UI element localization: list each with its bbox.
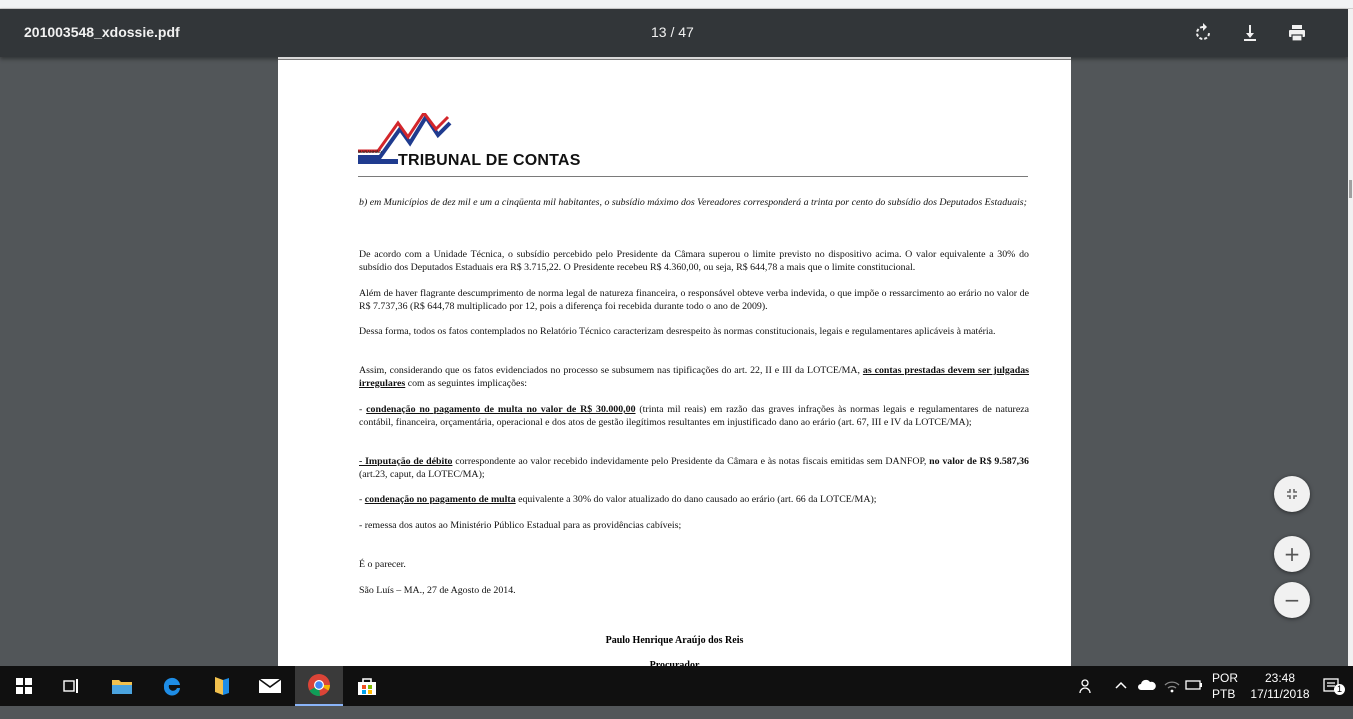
download-icon[interactable] [1238, 21, 1262, 45]
clock-date: 17/11/2018 [1250, 687, 1310, 701]
bold-text: no valor de R$ 9.587,36 [929, 456, 1029, 467]
paragraph [359, 365, 1029, 391]
onedrive-icon[interactable] [1138, 678, 1156, 718]
rotate-icon[interactable] [1191, 21, 1215, 45]
task-view-icon[interactable] [48, 666, 96, 706]
chrome-icon[interactable] [295, 666, 343, 706]
file-name: 201003548_xdossie.pdf [24, 24, 180, 40]
file-explorer-icon[interactable] [98, 666, 146, 706]
emphasis: as contas prestadas devem ser julgadas irregulares [359, 365, 1030, 389]
mail-icon[interactable] [246, 666, 294, 706]
text: com as seguintes implicações: [405, 377, 528, 389]
print-icon[interactable] [1285, 21, 1309, 45]
browser-chrome-strip [0, 0, 1353, 9]
header-rule [358, 176, 1028, 177]
clock-time: 23:48 [1264, 671, 1296, 685]
text: - [359, 494, 365, 505]
paragraph: É o parecer. [359, 559, 406, 570]
people-icon[interactable] [1078, 677, 1096, 717]
logo-text: TRIBUNAL DE CONTAS [398, 152, 581, 169]
page-indicator[interactable]: 13 / 47 [651, 24, 694, 40]
paragraph: De acordo com a Unidade Técnica, o subsídio percebido pelo Presidente da Câmara superou o limite previsto no dispositivo acima. O valor equivalente a 30% do subsídio dos Deputados Estaduais era R$ 3.715,22. O Presidente recebeu R$ 4.360,00, ou seja, R$ 644,78 a mais que o limite constitucional. [359, 249, 1029, 273]
text: Assim, considerando que os fatos evidenciados no processo se subsumem nas tipificações do art. 22, II e III da LOTCE/MA, [359, 365, 863, 376]
edge-icon[interactable] [148, 666, 196, 706]
zoom-in-button[interactable]: + [1274, 536, 1310, 572]
paragraph: Dessa forma, todos os fatos contemplados no Relatório Técnico caracterizam desrespeito às normas constitucionais, legais e regulamentares aplicáveis à matéria. [359, 326, 996, 337]
paragraph: Além de haver flagrante descumprimento de norma legal de natureza financeira, o responsável obteve verba indevida, o que impõe o ressarcimento ao erário no valor de R$ 7.737,36 (R$ 644,78 multiplicado por 12, pois a diferença foi recebida durante todo o ano de 2009). [359, 288, 1029, 312]
scrollbar[interactable] [1348, 9, 1353, 666]
signature-name: Paulo Henrique Araújo dos Reis [605, 635, 744, 646]
text: (trinta mil reais) em razão das graves infrações às normas legais e regulamentares de natureza contábil, financeira, orçamentária, operacional e dos atos de gestão ilegítimos resultantes em injustificado dano ao erário (art. 67, III e IV da LOTCE/MA); [359, 404, 1029, 428]
paragraph: b) em Municípios de dez mil e um a cinqüenta mil habitantes, o subsídio máximo dos Vereadores corresponderá a trinta por cento do subsídio dos Deputados Estaduais; [359, 197, 1027, 208]
fit-page-button[interactable] [1274, 476, 1310, 512]
store-icon[interactable] [343, 666, 391, 706]
pdf-toolbar [0, 9, 1348, 57]
paragraph: - remessa dos autos ao Ministério Público Estadual para as providências cabíveis; [359, 520, 682, 531]
notification-badge: 1 [1334, 684, 1345, 695]
text: correspondente ao valor recebido indevidamente pelo Presidente da Câmara e às notas fiscais emitidas sem DANFOP, [452, 456, 930, 467]
emphasis: condenação no pagamento de multa no valor de R$ 30.000,00 [366, 404, 636, 415]
battery-icon[interactable] [1185, 678, 1203, 718]
emphasis: condenação no pagamento de multa [364, 494, 516, 505]
clock[interactable] [1250, 670, 1310, 710]
tray-chevron-up-icon[interactable] [1114, 678, 1128, 718]
notification-icon[interactable] [1322, 676, 1342, 716]
text: equivalente a 30% do valor atualizado do dano causado ao erário (art. 66 da LOTCE/MA); [515, 494, 877, 505]
language-indicator[interactable] [1212, 670, 1238, 710]
paragraph [359, 456, 1029, 482]
text: (art.23, caput, da LOTEC/MA); [359, 468, 485, 480]
windows-start-icon[interactable] [0, 666, 48, 706]
paragraph: São Luís – MA., 27 de Agosto de 2014. [359, 585, 516, 596]
text: - [359, 404, 367, 415]
pdf-page [278, 69, 1071, 689]
scrollbar-thumb[interactable] [1349, 180, 1352, 198]
paragraph [359, 404, 1029, 430]
paragraph [359, 494, 1029, 507]
previous-page-bottom [278, 59, 1071, 69]
windows-taskbar [0, 666, 1353, 706]
wifi-icon[interactable] [1164, 679, 1180, 719]
keyboard-layout: PTB [1212, 687, 1236, 701]
logo-state-label: MARANHÃO [358, 149, 382, 154]
language-code: POR [1212, 671, 1239, 685]
zoom-out-button[interactable]: − [1274, 582, 1310, 618]
fit-page-icon [1284, 486, 1300, 502]
emphasis: - Imputação de débito [359, 456, 453, 467]
files-icon[interactable] [198, 666, 246, 706]
